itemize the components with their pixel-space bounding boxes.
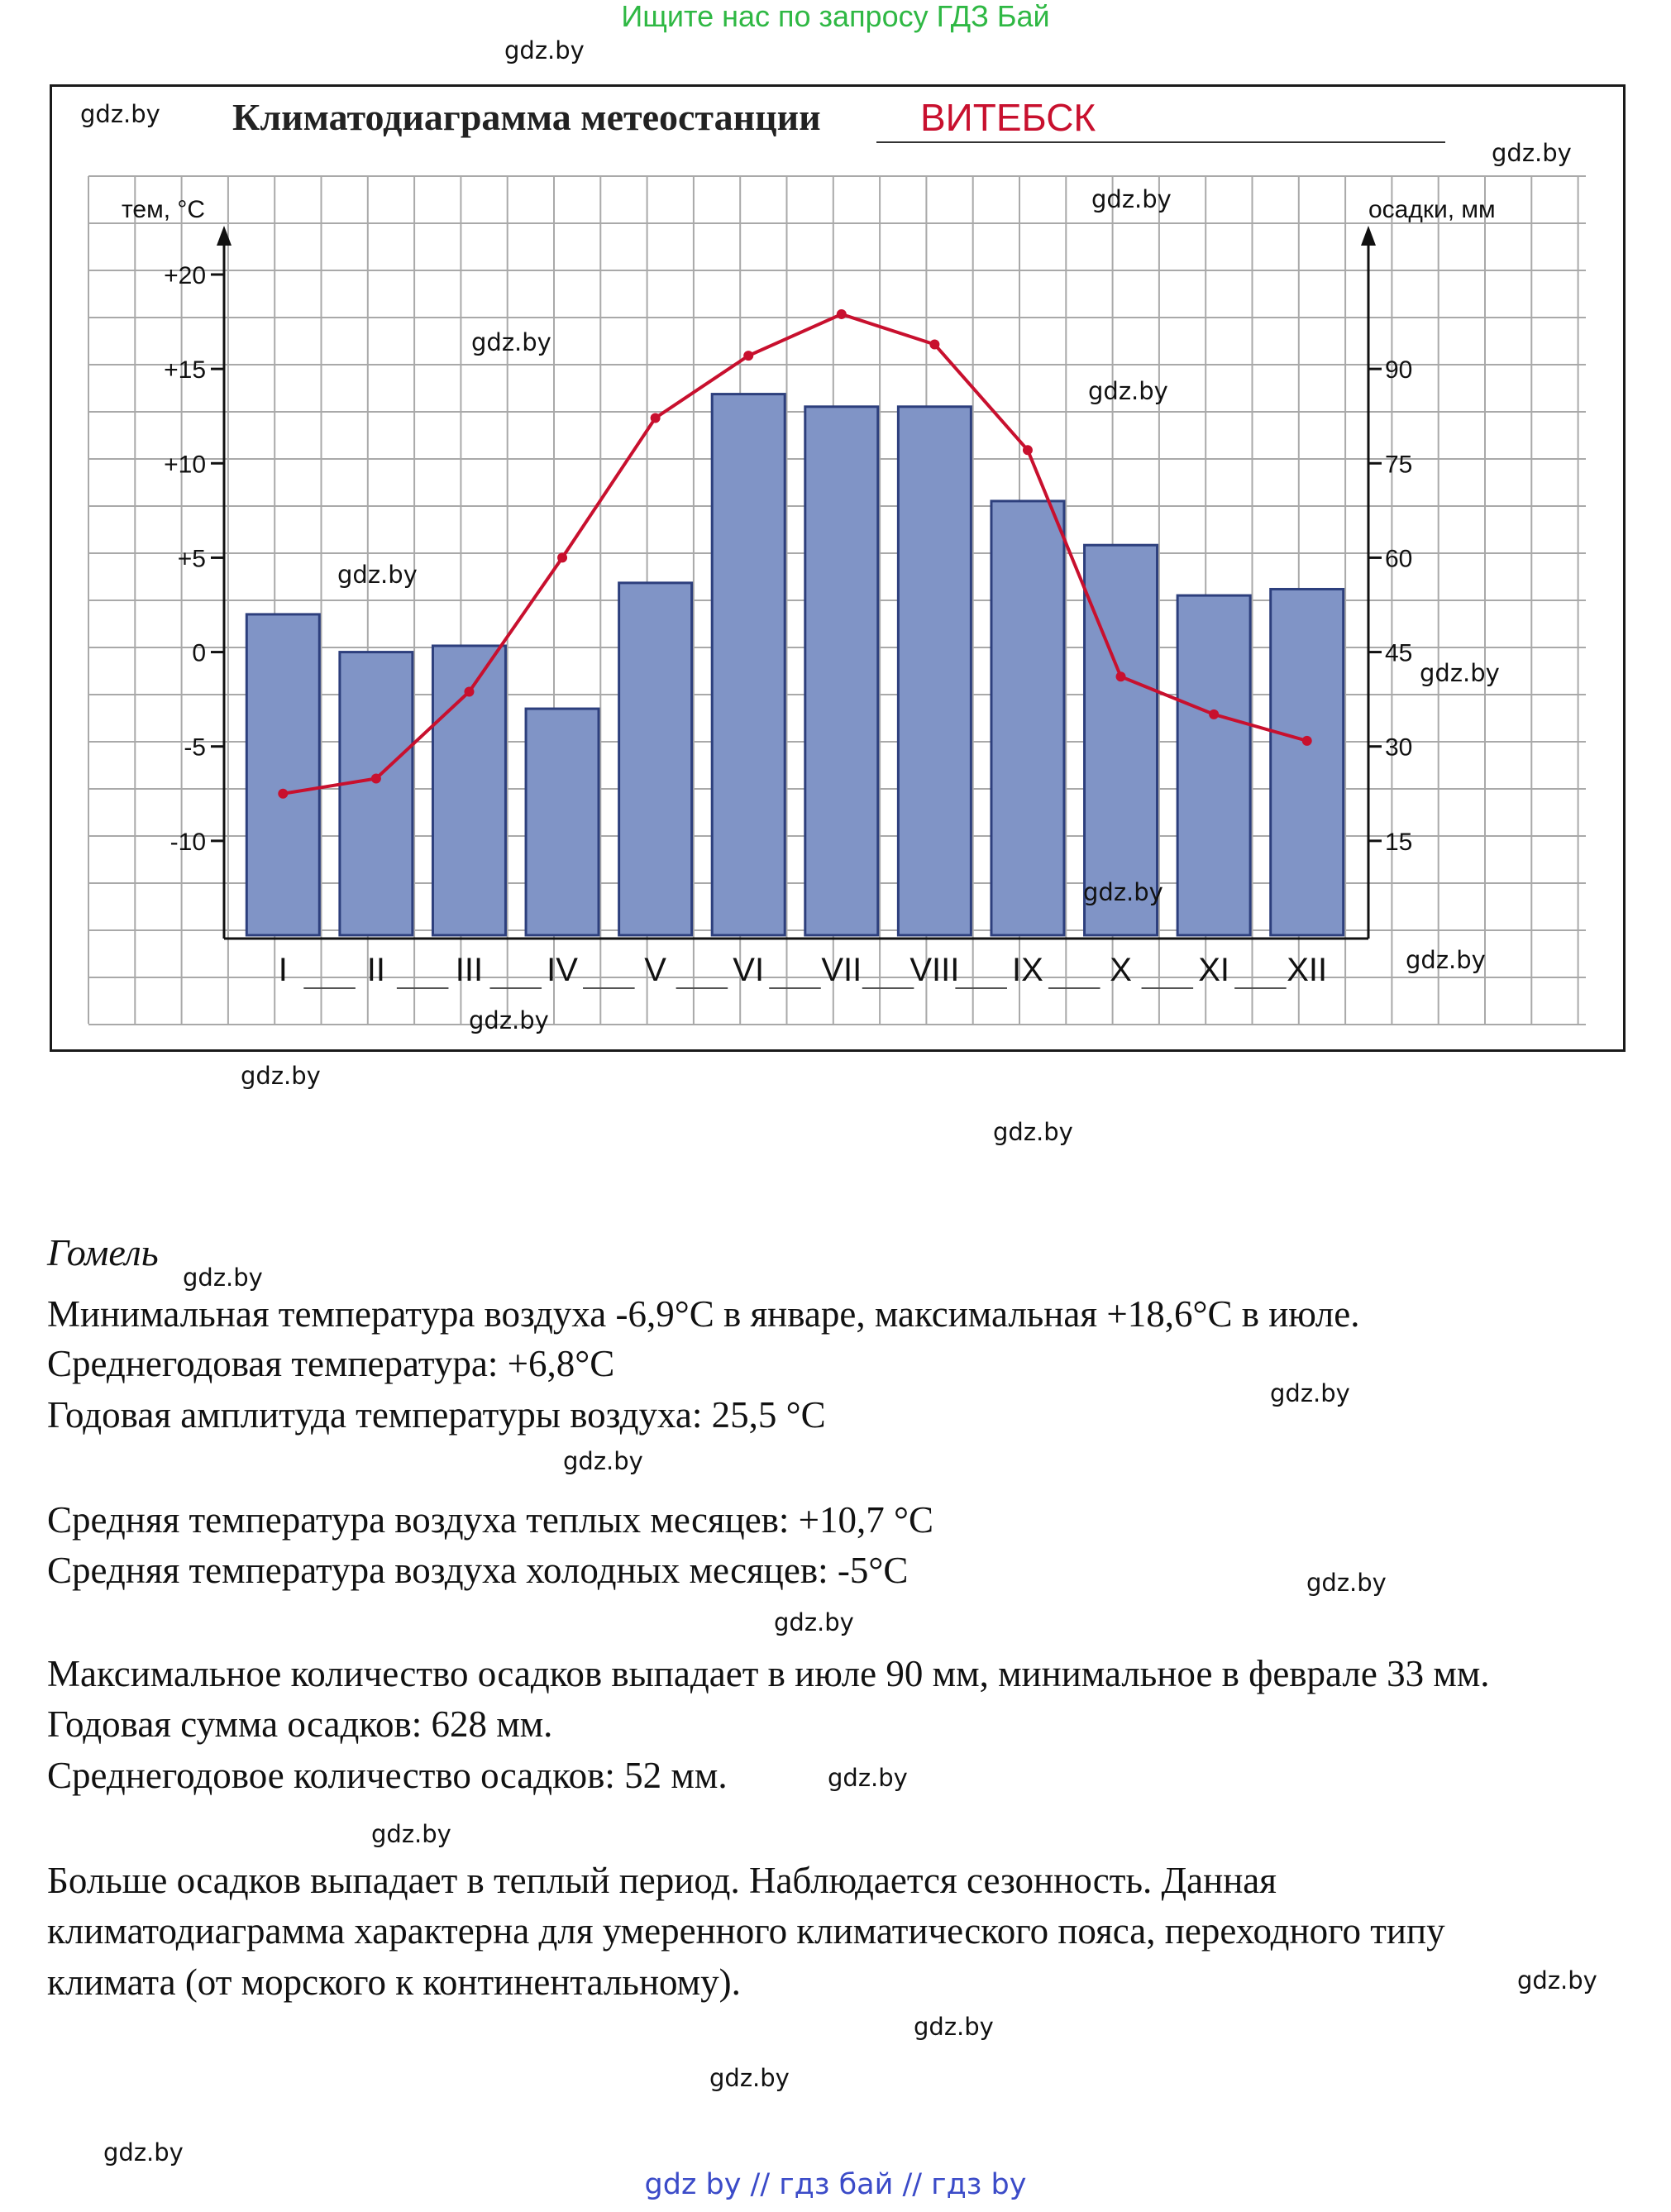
temperature-point	[1023, 445, 1033, 455]
precipitation-bar	[1271, 589, 1344, 935]
temperature-point	[1302, 736, 1312, 746]
watermark: gdz.by	[241, 1062, 321, 1090]
y-axis-right-arrow	[1361, 226, 1376, 246]
watermark: gdz.by	[1406, 946, 1486, 974]
temperature-point	[557, 552, 567, 562]
bottom-links[interactable]: gdz by // гдз бай // гдз by	[644, 2168, 1027, 2201]
temperature-point	[651, 413, 661, 423]
station-name: ВИТЕБСК	[920, 96, 1096, 139]
x-tick-label: I	[278, 952, 288, 988]
watermark: gdz.by	[103, 2138, 184, 2167]
x-tick-label: XI	[1198, 952, 1230, 988]
x-tick-label: VIII	[910, 952, 960, 988]
watermark: gdz.by	[471, 328, 551, 356]
document-line-6: Максимальное количество осадков выпадает в июле 90 мм, минимальное в феврале 33 мм.	[47, 1653, 1490, 1694]
y-axis-right-label: осадки, мм	[1368, 196, 1496, 223]
watermark: gdz.by	[371, 1820, 451, 1848]
watermark: gdz.by	[563, 1447, 643, 1475]
y-right-tick-label: 45	[1385, 639, 1413, 667]
watermark: gdz.by	[1306, 1569, 1387, 1597]
x-tick-label: VII	[821, 952, 862, 988]
precipitation-bar	[712, 394, 785, 935]
watermark: gdz.by	[828, 1764, 908, 1792]
temperature-point	[837, 309, 847, 319]
watermark: gdz.by	[1270, 1379, 1350, 1407]
watermark: gdz.by	[504, 36, 585, 64]
document-line-1: Минимальная температура воздуха -6,9°С в январе, максимальная +18,6°С в июле.	[47, 1293, 1360, 1335]
x-tick-label: II	[366, 952, 385, 988]
x-tick-label: VI	[733, 952, 765, 988]
x-tick-label: X	[1110, 952, 1132, 988]
watermark: gdz.by	[1492, 139, 1572, 167]
precipitation-bar	[991, 501, 1064, 935]
watermark: gdz.by	[914, 2013, 994, 2041]
document-line-9: Больше осадков выпадает в теплый период. Наблюдается сезонность. Данная	[47, 1860, 1277, 1901]
document-line-2: Среднегодовая температура: +6,8°С	[47, 1343, 615, 1384]
watermark: gdz.by	[1083, 878, 1163, 906]
y-right-tick-label: 15	[1385, 828, 1413, 856]
x-tick-label: V	[644, 952, 666, 988]
chart-title: Климатодиаграмма метеостанции	[232, 96, 821, 138]
watermark: gdz.by	[1091, 185, 1172, 213]
precipitation-bar	[805, 407, 878, 935]
y-right-tick-label: 90	[1385, 356, 1413, 385]
watermark: gdz.by	[1420, 659, 1500, 687]
climate-chart	[52, 87, 1623, 1049]
watermark: gdz.by	[80, 100, 160, 128]
watermark: gdz.by	[469, 1006, 549, 1034]
top-banner[interactable]: Ищите нас по запросу ГДЗ Бай	[621, 0, 1050, 33]
precipitation-bar	[619, 583, 692, 935]
precipitation-bar	[340, 652, 413, 935]
watermark: gdz.by	[774, 1608, 854, 1636]
precipitation-bar	[1085, 545, 1158, 935]
watermark: gdz.by	[183, 1264, 263, 1292]
precipitation-bar	[526, 709, 599, 935]
y-left-tick-label: -5	[184, 733, 206, 762]
y-left-tick-label: +20	[164, 262, 206, 289]
y-right-tick-label: 60	[1385, 545, 1413, 573]
temperature-point	[371, 774, 381, 784]
watermark: gdz.by	[709, 2064, 790, 2092]
chart-frame	[50, 84, 1626, 1052]
document-line-11: климата (от морского к континентальному).	[47, 1961, 741, 2003]
temperature-point	[1116, 671, 1126, 681]
precipitation-bar	[1177, 595, 1250, 935]
watermark: gdz.by	[337, 561, 418, 589]
y-left-tick-label: +10	[164, 451, 206, 479]
document-line-5: Средняя температура воздуха холодных месяцев: -5°С	[47, 1550, 909, 1591]
x-tick-label: IV	[547, 952, 578, 988]
document-line-8: Среднегодовое количество осадков: 52 мм.	[47, 1755, 728, 1796]
y-left-tick-label: 0	[192, 639, 206, 667]
watermark: gdz.by	[993, 1118, 1073, 1146]
y-axis-left-label: тем, °С	[122, 196, 206, 223]
y-axis-left-arrow	[217, 226, 232, 246]
y-right-tick-label: 75	[1385, 451, 1413, 479]
temperature-point	[743, 351, 753, 361]
x-tick-label: IX	[1012, 952, 1043, 988]
temperature-point	[929, 339, 939, 349]
x-tick-label: III	[455, 952, 484, 988]
y-left-tick-label: +5	[177, 545, 206, 573]
y-left-tick-label: -10	[169, 828, 206, 856]
document-line-4: Средняя температура воздуха теплых месяцев: +10,7 °С	[47, 1499, 934, 1541]
document-line-3: Годовая амплитуда температуры воздуха: 25,5 °С	[47, 1394, 826, 1436]
temperature-point	[464, 687, 474, 697]
temperature-point	[278, 789, 288, 799]
y-right-tick-label: 30	[1385, 733, 1413, 762]
document-line-10: климатодиаграмма характерна для умеренного климатического пояса, переходного типу	[47, 1910, 1445, 1952]
document-title: Гомель	[47, 1231, 159, 1273]
watermark: gdz.by	[1517, 1966, 1597, 1995]
document-line-7: Годовая сумма осадков: 628 мм.	[47, 1703, 553, 1745]
x-tick-label: XII	[1287, 952, 1328, 988]
precipitation-bar	[898, 407, 971, 935]
watermark: gdz.by	[1088, 377, 1168, 405]
temperature-point	[1209, 709, 1219, 719]
y-left-tick-label: +15	[164, 356, 206, 385]
precipitation-bar	[246, 614, 319, 935]
